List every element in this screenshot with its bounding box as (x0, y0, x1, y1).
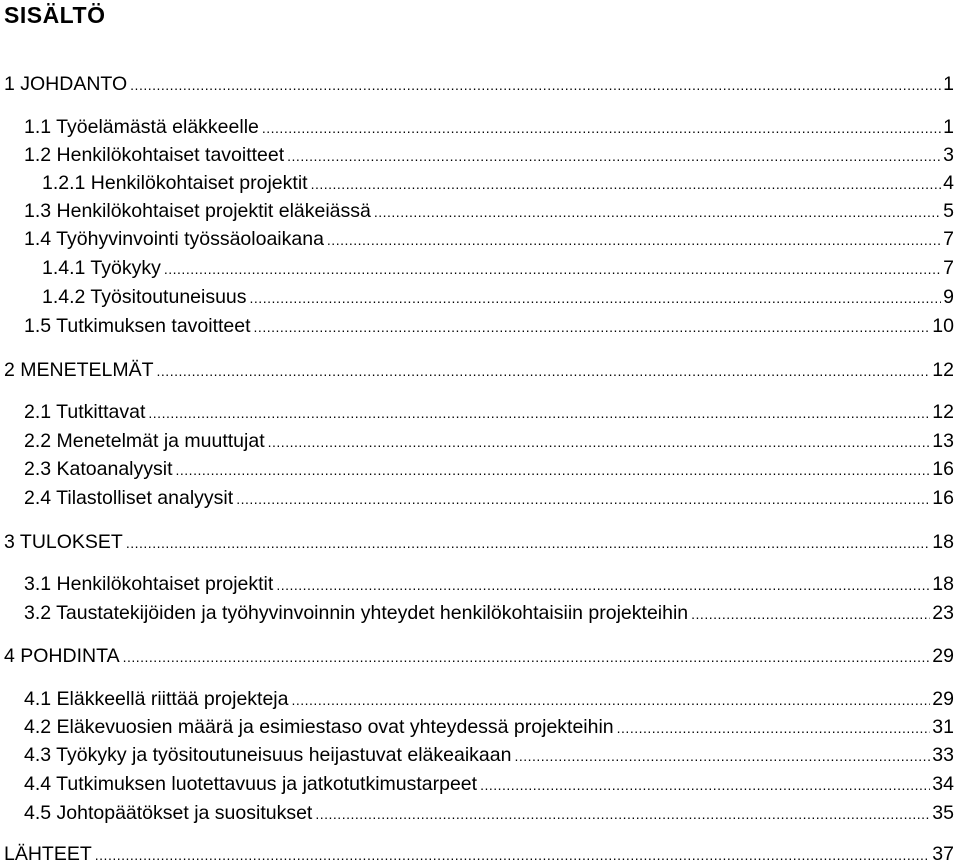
dot-leader (148, 400, 930, 426)
dot-leader (176, 457, 931, 483)
toc-entry (24, 571, 954, 597)
dot-leader (276, 572, 930, 598)
toc-entry-label: 4.2 Eläkevuosien määrä ja esimiestaso ovat yhteydessä projekteihin (24, 716, 614, 738)
toc-entry (42, 255, 954, 281)
dot-leader (617, 715, 931, 741)
toc-entry-page: 9 (943, 286, 954, 308)
dot-leader (311, 171, 942, 197)
dot-leader (250, 285, 942, 311)
toc-entry-page: 10 (932, 315, 954, 337)
toc-entry-page: 23 (932, 602, 954, 624)
toc-entry-page: 34 (932, 773, 954, 795)
dot-leader (374, 199, 941, 225)
toc-entry-page: 31 (932, 716, 954, 738)
toc-entry-label: 1.4 Työhyvinvointi työssäoloaikana (24, 228, 324, 250)
dot-leader (514, 743, 930, 769)
dot-leader (164, 256, 941, 282)
dot-leader (691, 601, 930, 627)
toc-entry-label: 2.2 Menetelmät ja muuttujat (24, 430, 265, 452)
toc-entry-label: 1.5 Tutkimuksen tavoitteet (24, 315, 251, 337)
toc-entry (24, 226, 954, 252)
toc-entry-label: 1.4.1 Työkyky (42, 257, 161, 279)
toc-entry (4, 357, 954, 383)
toc-entry-label: 3.1 Henkilökohtaiset projektit (24, 573, 274, 595)
toc-entry-label: 4.1 Eläkkeellä riittää projekteja (24, 688, 289, 710)
toc-entry (42, 284, 954, 310)
toc-entry (4, 643, 954, 669)
toc-entry (24, 800, 954, 826)
dot-leader (126, 530, 930, 556)
dot-leader (123, 644, 931, 670)
dot-leader (480, 772, 930, 798)
toc-entry-label: 2.4 Tilastolliset analyysit (24, 487, 234, 509)
toc-entry-page: 12 (932, 359, 954, 381)
dot-leader (268, 429, 931, 455)
toc-entry (4, 841, 954, 867)
toc-entry-label: 2 MENETELMÄT (4, 359, 154, 381)
toc-entry-label: 2.3 Katoanalyysit (24, 458, 173, 480)
toc-entry-page: 3 (943, 144, 954, 166)
toc-entry-page: 29 (932, 688, 954, 710)
toc-entry (24, 142, 954, 168)
toc-entry-page: 1 (943, 73, 954, 95)
toc-entry-label: 1.3 Henkilökohtaiset projektit eläkeiässä (24, 200, 371, 222)
dot-leader (315, 801, 930, 827)
toc-entry-page: 13 (932, 430, 954, 452)
toc-entry-label: 2.1 Tutkittavat (24, 401, 146, 423)
toc-entry-label: 3 TULOKSET (4, 531, 123, 553)
dot-leader (254, 314, 931, 340)
toc-entry-page: 33 (932, 744, 954, 766)
toc-entry-label: 3.2 Taustatekijöiden ja työhyvinvoinnin yhteydet henkilökohtaisiin projekteihin (24, 602, 689, 624)
toc-entry-page: 16 (932, 487, 954, 509)
toc-entry-label: 1.2 Henkilökohtaiset tavoitteet (24, 144, 285, 166)
toc-entry (24, 485, 954, 511)
toc-entry-label: 1.2.1 Henkilökohtaiset projektit (42, 172, 308, 194)
toc-entry-page: 18 (932, 531, 954, 553)
toc-entry-page: 12 (932, 401, 954, 423)
toc-entry-page: 35 (932, 802, 954, 824)
toc-entry-page: 5 (943, 200, 954, 222)
toc-entry-label: 4.5 Johtopäätökset ja suositukset (24, 802, 313, 824)
dot-leader (130, 72, 941, 98)
toc-entry (42, 170, 954, 196)
toc-entry-label: 4 POHDINTA (4, 645, 120, 667)
toc-entry-page: 29 (932, 645, 954, 667)
toc-entry-page: 16 (932, 458, 954, 480)
dot-leader (95, 842, 931, 868)
toc-entry (24, 771, 954, 797)
toc-entry-page: 1 (943, 116, 954, 138)
page-title: SISÄLTÖ (4, 2, 106, 28)
toc-entry (24, 399, 954, 425)
toc-entry-page: 4 (943, 172, 954, 194)
toc-entry (24, 428, 954, 454)
toc-entry (24, 600, 954, 626)
toc-entry (24, 742, 954, 768)
toc-entry (24, 456, 954, 482)
toc-entry (4, 529, 954, 555)
toc-entry-page: 7 (943, 257, 954, 279)
toc-entry-label: 1 JOHDANTO (4, 73, 128, 95)
toc-entry-label: LÄHTEET (4, 843, 92, 865)
toc-entry-label: 4.3 Työkyky ja työsitoutuneisuus heijastuvat eläkeaikaan (24, 744, 512, 766)
toc-entry (24, 686, 954, 712)
toc-entry (24, 198, 954, 224)
toc-entry-page: 37 (932, 843, 954, 865)
dot-leader (327, 227, 941, 253)
toc-entry-label: 1.4.2 Työsitoutuneisuus (42, 286, 247, 308)
dot-leader (236, 486, 930, 512)
toc-entry (24, 714, 954, 740)
dot-leader (262, 115, 941, 141)
dot-leader (291, 687, 930, 713)
toc-entry-label: 4.4 Tutkimuksen luotettavuus ja jatkotutkimustarpeet (24, 773, 478, 795)
toc-entry-page: 18 (932, 573, 954, 595)
toc-entry (4, 71, 954, 97)
toc-entry (24, 313, 954, 339)
toc-entry-page: 7 (943, 228, 954, 250)
toc-entry (24, 114, 954, 140)
dot-leader (287, 143, 941, 169)
dot-leader (157, 358, 931, 384)
toc-entry-label: 1.1 Työelämästä eläkkeelle (24, 116, 259, 138)
